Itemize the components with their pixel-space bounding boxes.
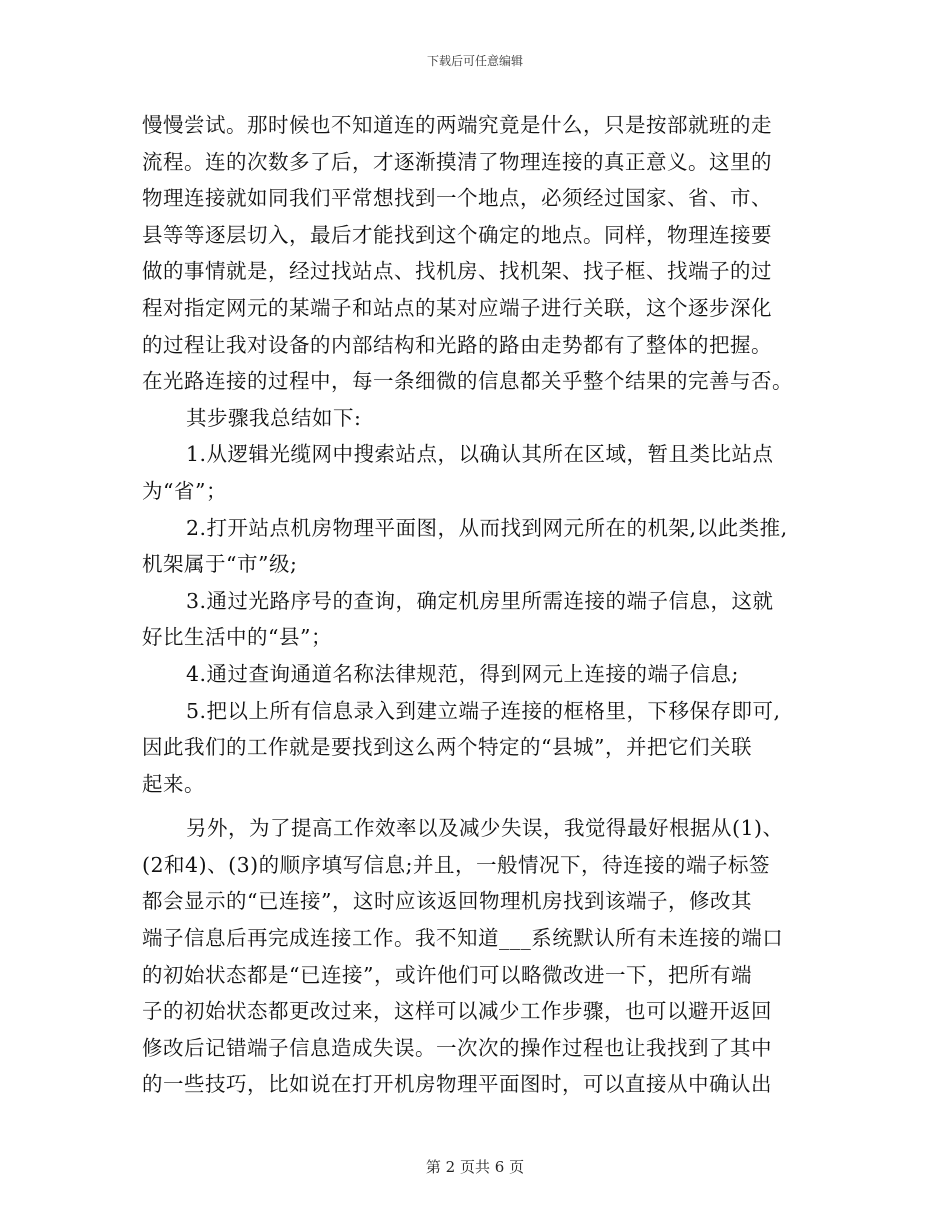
text-line: 4.通过查询通道名称法律规范，得到网元上连接的端子信息; — [186, 661, 739, 686]
text-line: 的一些技巧，比如说在打开机房物理平面图时，可以直接从中确认出 — [142, 1072, 772, 1097]
text-line: 物理连接就如同我们平常想找到一个地点，必须经过国家、省、市、 — [142, 186, 772, 211]
text-line: 子的初始状态都更改过来，这样可以减少工作步骤，也可以避开返回 — [142, 999, 772, 1024]
text-line: 在光路连接的过程中，每一条细微的信息都关乎整个结果的完善与否。 — [142, 369, 793, 394]
text-line: 3.通过光路序号的查询，确定机房里所需连接的端子信息，这就 — [186, 588, 774, 613]
text-line: 都会显示的“已连接”，这时应该返回物理机房找到该端子，修改其 — [142, 889, 752, 914]
text-line: 的初始状态都是“已连接”，或许他们可以略微改进一下，把所有端 — [142, 962, 752, 987]
text-line: 5.把以上所有信息录入到建立端子连接的框格里，下移保存即可, — [186, 698, 781, 723]
text-line: 修改后记错端子信息造成失误。一次次的操作过程也让我找到了其中 — [142, 1035, 772, 1060]
text-line: 县等等逐层切入，最后才能找到这个确定的地点。同样，物理连接要 — [142, 222, 772, 247]
text-line: 好比生活中的“县”； — [142, 625, 332, 650]
page-header: 下载后可任意编辑 — [426, 54, 523, 68]
text-line: 为“省”； — [142, 478, 227, 503]
text-line: 慢慢尝试。那时候也不知道连的两端究竟是什么，只是按部就班的走 — [142, 113, 772, 137]
text-line: 其步骤我总结如下: — [186, 405, 362, 430]
text-line: 机架属于“市”级; — [142, 552, 298, 577]
text-line: (2和4)、(3)的顺序填写信息;并且，一般情况下，待连接的端子标签 — [142, 852, 771, 877]
text-line: 流程。连的次数多了后，才逐渐摸清了物理连接的真正意义。这里的 — [142, 149, 772, 174]
text-line: 2.打开站点机房物理平面图，从而找到网元所在的机架,以此类推, — [186, 515, 788, 540]
text-line: 的过程让我对设备的内部结构和光路的路由走势都有了整体的把握。 — [142, 332, 772, 357]
text-line: 起来。 — [142, 771, 205, 796]
text-line: 端子信息后再完成连接工作。我不知道___系统默认所有未连接的端口 — [142, 926, 784, 951]
text-line: 做的事情就是，经过找站点、找机房、找机架、找子框、找端子的过 — [142, 259, 772, 284]
text-line: 另外，为了提高工作效率以及减少失误，我觉得最好根据从(1)、 — [186, 816, 784, 841]
document-body — [142, 107, 832, 1103]
page-footer: 第 2 页共 6 页 — [425, 1158, 525, 1176]
text-line: 1.从逻辑光缆网中搜索站点，以确认其所在区域，暂且类比站点 — [186, 442, 774, 467]
text-line: 因此我们的工作就是要找到这么两个特定的“县城”，并把它们关联 — [142, 735, 752, 760]
text-line: 程对指定网元的某端子和站点的某对应端子进行关联，这个逐步深化 — [142, 295, 772, 320]
